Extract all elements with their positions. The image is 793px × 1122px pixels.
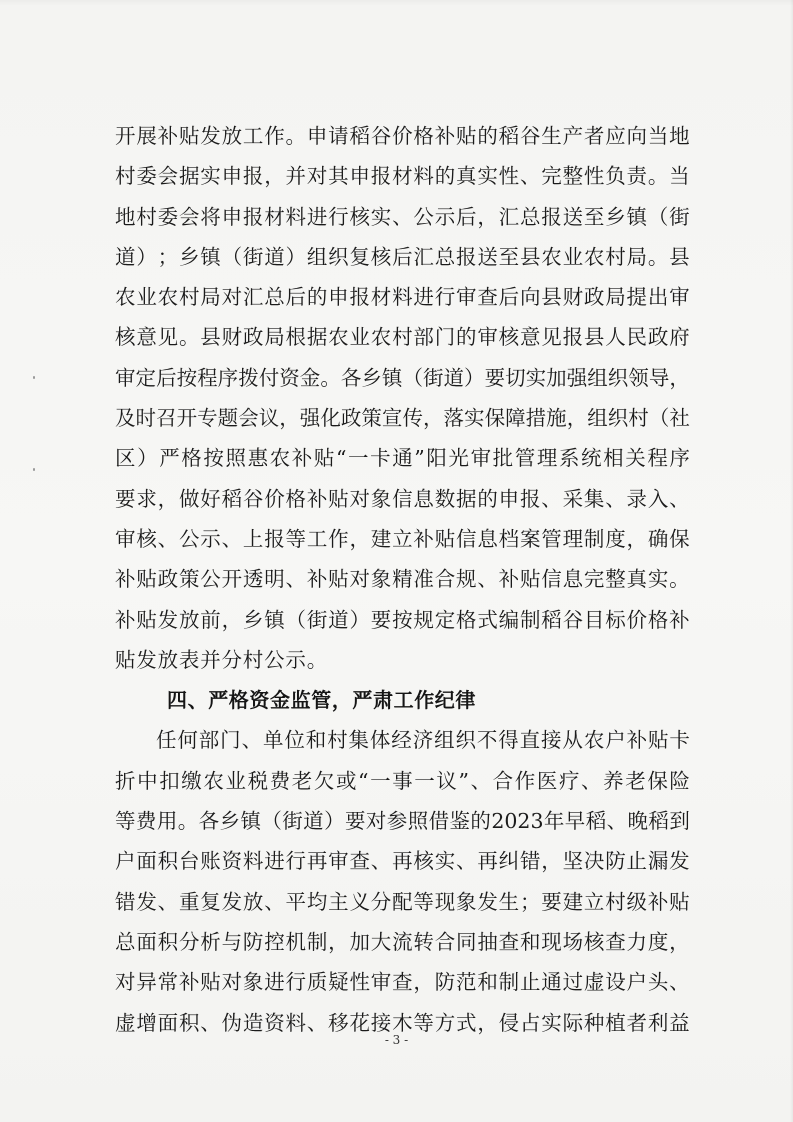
text-line: 农 业 农 村 局 对 汇 总 后 的 申 报 材 料 进 行 审 查 后 向 县 财 政 局 提 出 审 [115,285,690,310]
text-line: 村 委 会 据 实 申 报 ， 并 对 其 申 报 材 料 的 真 实 性 、 完 整 性 负 责 。 当 [115,164,690,189]
text-line: 户 面 积 台 账 资 料 进 行 再 审 查 、 再 核 实 、 再 纠 错 ， 坚 决 防 止 漏 发 [115,849,690,874]
document-body [115,116,690,1043]
text-line: 补 贴 政 策 公 开 透 明 、 补 贴 对 象 精 准 合 规 、 补 贴 信 息 完 整 真 实 。 [115,567,690,592]
scan-speck [33,468,35,471]
text-line: 等 费 用 。 各 乡 镇 （ 街 道 ） 要 对 参 照 借 鉴 的 2023 年 早 稻 、 晚 稻 到 [115,809,690,834]
section-heading: 四、严格资金监管，严肃工作纪律 [167,688,476,713]
text-line: 任 何 部 门 、 单 位 和 村 集 体 经 济 组 织 不 得 直 接 从 农 户 补 贴 卡 [156,728,690,753]
text-line: 贴发放表并分村公示。 [115,647,328,672]
text-line: 折 中 扣 缴 农 业 税 费 老 欠 或 “ 一 事 一 议 ” 、 合 作 医 疗 、 养 老 保 险 [115,768,690,793]
text-line: 审 定 后 按 程 序 拨 付 资 金 。 各 乡 镇 （ 街 道 ） 要 切 实 加 强 组 织 领 导 ， [115,365,690,390]
text-line: 总 面 积 分 析 与 防 控 机 制 ， 加 大 流 转 合 同 抽 查 和 现 场 核 查 力 度 ， [115,929,690,954]
text-line: 区 ） 严 格 按 照 惠 农 补 贴 “ 一 卡 通 ” 阳 光 审 批 管 理 系 统 相 关 程 序 [115,446,690,471]
text-line: 地 村 委 会 将 申 报 材 料 进 行 核 实 、 公 示 后 ， 汇 总 报 送 至 乡 镇 （ 街 [115,204,690,229]
text-line: 开 展 补 贴 发 放 工 作 。 申 请 稻 谷 价 格 补 贴 的 稻 谷 生 产 者 应 向 当 地 [115,124,690,148]
text-line: 及 时 召 开 专 题 会 议 ， 强 化 政 策 宣 传 ， 落 实 保 障 措 施 ， 组 织 村 （ 社 [115,406,690,431]
page-number: - 3 - [384,1033,409,1047]
text-line: 补 贴 发 放 前 ， 乡 镇 （ 街 道 ） 要 按 规 定 格 式 编 制 稻 谷 目 标 价 格 补 [115,607,690,632]
text-line: 道 ） ； 乡 镇 （ 街 道 ） 组 织 复 核 后 汇 总 报 送 至 县 农 业 农 村 局 。 县 [115,244,690,269]
text-line: 审 核 、 公 示 、 上 报 等 工 作 ， 建 立 补 贴 信 息 档 案 管 理 制 度 ， 确 保 [115,526,690,551]
text-line: 虚 增 面 积 、 伪 造 资 料 、 移 花 接 木 等 方 式 ， 侵 占 实 际 种 植 者 利 益 [115,1010,690,1035]
text-line: 要 求 ， 做 好 稻 谷 价 格 补 贴 对 象 信 息 数 据 的 申 报 、 采 集 、 录 入 、 [115,486,690,511]
scan-top-shadow [0,0,793,6]
text-line: 核 意 见 。 县 财 政 局 根 据 农 业 农 村 部 门 的 审 核 意 见 报 县 人 民 政 府 [115,325,690,350]
scan-speck [33,376,35,379]
text-line: 对 异 常 补 贴 对 象 进 行 质 疑 性 审 查 ， 防 范 和 制 止 通 过 虚 设 户 头 、 [115,970,690,995]
text-line: 错 发 、 重 复 发 放 、 平 均 主 义 分 配 等 现 象 发 生 ； 要 建 立 村 级 补 贴 [115,889,690,914]
